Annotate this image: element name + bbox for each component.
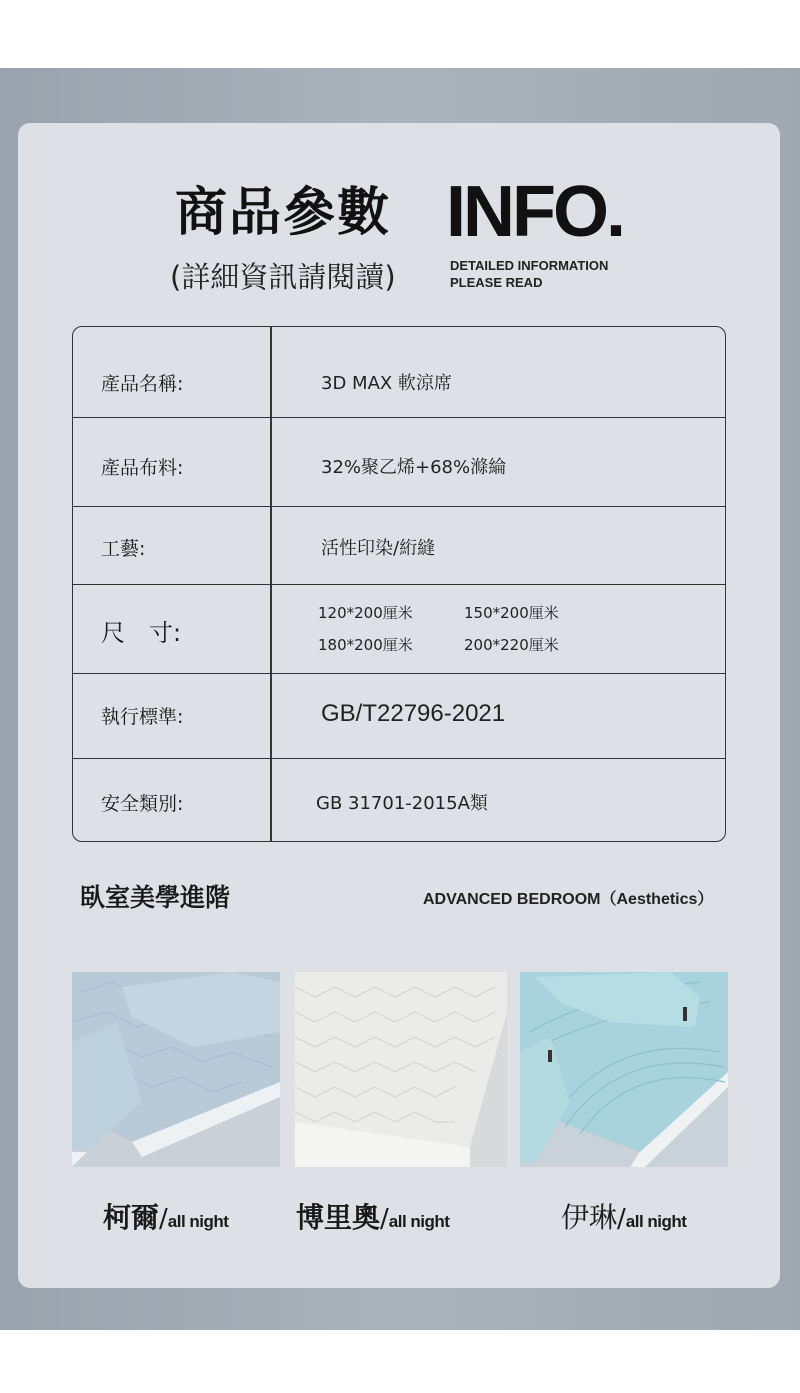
spec-label: 產品布料:: [101, 457, 184, 479]
table-row-standard: [73, 673, 725, 758]
spec-table: [72, 326, 726, 842]
caption-slash: /: [617, 1204, 626, 1234]
product-suffix: all night: [625, 1212, 687, 1231]
size-option: 120*200厘米: [318, 604, 413, 622]
caption-slash: /: [380, 1204, 389, 1234]
product-name: 博里奧: [296, 1201, 381, 1234]
subtitle-zh: (詳細資訊請閱讀): [170, 260, 396, 294]
subtitle-en: [450, 257, 608, 291]
product-caption-2: [296, 1196, 449, 1236]
page-title-en: INFO.: [446, 172, 623, 252]
size-option: 200*220厘米: [464, 636, 559, 654]
table-row-size: [73, 584, 725, 673]
spec-value: 活性印染/絎縫: [321, 538, 436, 559]
spec-value: 32%聚乙烯+68%滌綸: [321, 457, 507, 478]
spec-label: 尺 寸:: [101, 619, 182, 647]
product-image-3: [520, 972, 728, 1167]
product-caption-3: [561, 1196, 686, 1236]
product-suffix: all night: [167, 1212, 229, 1231]
section-title-en: ADVANCED BEDROOM（Aesthetics）: [423, 891, 714, 908]
spec-label: 工藝:: [101, 538, 146, 560]
product-image-2: [295, 972, 507, 1167]
size-option: 150*200厘米: [464, 604, 559, 622]
product-image-1: [72, 972, 280, 1167]
spec-label: 安全類別:: [101, 793, 184, 815]
subtitle-en-line2: PLEASE READ: [450, 275, 543, 290]
table-row-craft: [73, 506, 725, 584]
section-title-zh: 臥室美學進階: [80, 883, 231, 912]
table-row-fabric: [73, 417, 725, 506]
spec-value: GB/T22796-2021: [321, 700, 506, 727]
product-name: 伊琳: [561, 1201, 618, 1234]
table-row-name: [73, 327, 725, 417]
spec-value: GB 31701-2015A類: [316, 793, 488, 814]
caption-slash: /: [159, 1204, 168, 1234]
product-suffix: all night: [388, 1212, 450, 1231]
product-caption-1: [103, 1196, 228, 1236]
spec-label: 產品名稱:: [101, 373, 184, 395]
size-option: 180*200厘米: [318, 636, 413, 654]
table-row-safety: [73, 758, 725, 842]
spec-label: 執行標準:: [101, 706, 184, 728]
spec-value: 3D MAX 軟涼席: [321, 373, 452, 394]
product-name: 柯爾: [103, 1201, 160, 1234]
subtitle-en-line1: DETAILED INFORMATION: [450, 258, 609, 273]
page-title-zh: 商品參數: [175, 183, 392, 243]
